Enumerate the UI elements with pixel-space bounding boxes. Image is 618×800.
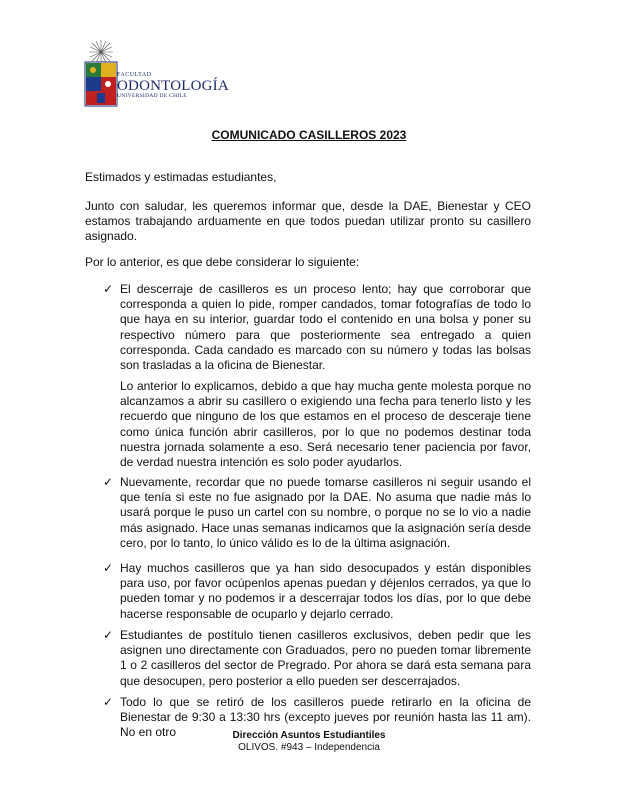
checkmark-icon: ✓	[103, 475, 114, 489]
checkmark-icon: ✓	[103, 695, 114, 709]
footer-department: Dirección Asuntos Estudiantiles	[232, 730, 386, 741]
lead-paragraph: Por lo anterior, es que debe considerar lo siguiente:	[85, 255, 360, 269]
logo-name: ODONTOLOGÍA	[117, 78, 229, 94]
list-item-extra: Lo anterior lo explicamos, debido a que hay mucha gente molesta porque no alcanzamos a abrir su casillero o exigiendo una fecha para tenerlo listo y les recuerdo que ninguno de los que estamos en el proceso de desceraje tiene como única función abrir casilleros, por lo que no podemos destinar toda nuestra jornada solamente a eso. Será necesario tener paciencia por favor, de verdad nuestra intención es solo poder ayudarlos.	[120, 379, 531, 470]
list-item: Estudiantes de postítulo tienen casilleros exclusivos, deben pedir que les asignen uno directamente con Graduados, pero no pueden tomar libremente 1 o 2 casilleros del sector de Pregrado. Por ahora se dará esta semana para que desocupen, pero posterior a ello pueden ser descerrajados.	[120, 628, 531, 688]
list-item: Nuevamente, recordar que no puede tomarse casilleros ni seguir usando el que tenía si este no fue asignado por la DAE. No asuma que nadie más lo usará porque le puso un cartel con su nombre, o porque no se lo vio a nadie más asignado. Hace unas semanas indicamos que la asignación sería desde cero, por lo tanto, lo único válido es lo de la última asignación.	[120, 475, 531, 550]
checkmark-icon: ✓	[103, 282, 114, 296]
list-item: Todo lo que se retiró de los casilleros puede retirarlo en la oficina de Bienestar de 9:30 a 13:30 hrs (excepto jueves por reunión hasta las 11 am). No en otro	[120, 695, 531, 740]
checkmark-icon: ✓	[103, 561, 114, 575]
intro-paragraph: Junto con saludar, les queremos informar que, desde la DAE, Bienestar y CEO estamos trabajando arduamente en que todos puedan utilizar pronto su casillero asignado.	[85, 199, 531, 244]
list-item: El descerraje de casilleros es un proceso lento; hay que corroborar que corresponda a quien lo pide, romper candados, tomar fotografías de todo lo que haya en su interior, guardar todo el contenido en una bolsa y poner su respectivo número para que posteriormente sea entregado a quien corresponda. Cada candado es marcado con su número y todas las bolsas son trasladas a la oficina de Bienestar.	[120, 282, 531, 373]
logo-university: UNIVERSIDAD DE CHILE	[117, 93, 187, 99]
list-item: Hay muchos casilleros que ya han sido desocupados y están disponibles para uso, por favor ocúpenlos apenas puedan y déjenlos cerrados, ya que lo pueden tomar y no podemos ir a descerrajar todos los días, por lo que debe hacerse responsable de ocuparlo y dejarlo cerrado.	[120, 561, 531, 621]
logo-facultad: FACULTAD	[117, 72, 152, 78]
logo-text	[117, 72, 229, 100]
checkmark-icon: ✓	[103, 628, 114, 642]
greeting: Estimados y estimadas estudiantes,	[85, 170, 277, 184]
document-title: COMUNICADO CASILLEROS 2023	[211, 128, 407, 142]
footer-address: OLIVOS. #943 – Independencia	[238, 742, 380, 753]
